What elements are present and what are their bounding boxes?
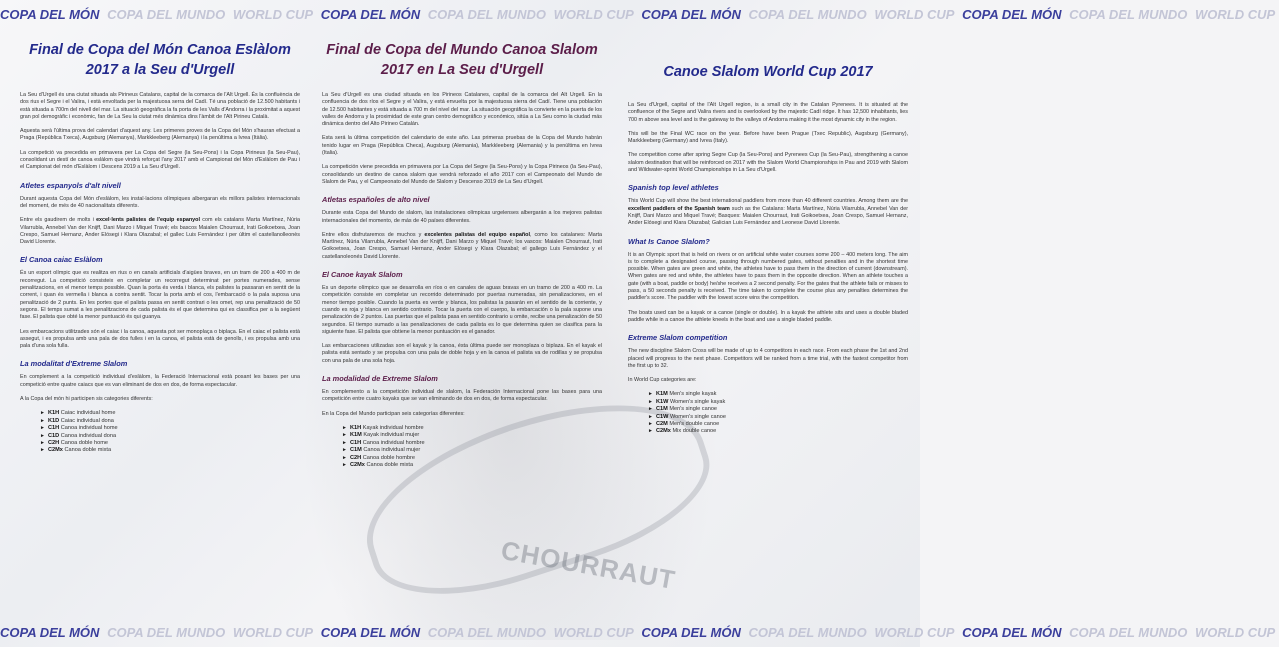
category-item	[40, 425, 300, 432]
category-code: C1M	[349, 447, 362, 454]
category-list	[342, 425, 602, 469]
category-code: K1H	[47, 410, 60, 417]
band-token: COPA DEL MÓN	[320, 625, 421, 640]
arrow-icon: ►	[648, 406, 653, 413]
band-token: WORLD CUP	[232, 625, 314, 640]
paragraph: Aquesta serà l'última prova del calendari d'aquest any. Les primeres proves de la Copa del Món s'hauran efectuat a Praga (República Txeca), Augsburg (Alemanya), Markkleeberg (Alemanya) i la penúltima a Ivrea (Itàlia).	[20, 128, 300, 142]
paragraph: The new discipline Slalom Cross will be made of up to 4 competitors in each race. From each phase the 1st and 2nd placed will progress to the next phase. Competitors will be ranked from a time trial, with the fastest competitor from the first up to 32.	[628, 348, 908, 369]
paragraph: En complement a la competició individual d'eslàlom, la Federació Internacional està posant les bases per una competició entre quatre caiacs que es van eliminant de dos en dos, de forma espectacular.	[20, 374, 300, 388]
category-code: C1D	[47, 432, 60, 439]
category-item	[342, 440, 602, 447]
category-item	[342, 447, 602, 454]
column-english	[628, 40, 908, 436]
arrow-icon: ►	[342, 447, 347, 454]
category-label: Canoa doble home	[60, 439, 108, 446]
paragraph: En la Copa del Mundo participan seis categorías diferentes:	[322, 410, 465, 417]
category-item	[648, 391, 908, 398]
bottom-title-band	[0, 622, 1276, 644]
band-token: COPA DEL MÓN	[0, 625, 100, 640]
background-bib-text: CHOURRAUT	[498, 534, 678, 596]
text-run-bold: excel·lents palistes de l'equip espanyol	[96, 217, 200, 224]
arrow-icon: ►	[40, 417, 45, 424]
paragraph: The competition come after spring Segre Cup (la Seu-Pons) and Pyrenees Cup (la Seu-Pau), strengthening a canoe slalom destination that will be reinforced on 2017 with the Slalom World Championships in Pau and 2019 with Slalom and Wildwater-sprint World Championships in La Seu d'Urgell.	[628, 152, 908, 174]
category-code: C1H	[47, 425, 60, 432]
paragraph	[322, 232, 602, 261]
title-line: 2017 a la Seu d'Urgell	[85, 62, 235, 78]
title-spanish	[322, 40, 602, 80]
category-code: C1W	[655, 413, 669, 420]
category-label: Women's single kayak	[669, 398, 726, 405]
band-token: COPA DEL MÓN	[641, 7, 741, 22]
section-heading: Extreme Slalom competition	[628, 333, 728, 343]
text-run: This World Cup will show the best international paddlers from more than 40 different countries. Among them are the	[628, 198, 908, 205]
arrow-icon: ►	[342, 461, 347, 468]
category-code: K1M	[349, 432, 362, 439]
band-token: COPA DEL MÓN	[962, 7, 1062, 22]
section-heading: El Canoe kayak Slalom	[322, 270, 403, 280]
arrow-icon: ►	[40, 439, 45, 446]
band-token: COPA DEL MUNDO	[1069, 7, 1188, 22]
band-token: WORLD CUP	[553, 7, 634, 22]
band-token: WORLD CUP	[874, 625, 955, 640]
paragraph: This will be the Final WC race on the year. Before have been Prague (Txec Republic), Augsburg (Germany), Markkleeberg (Germany) and Ivrea (Italy).	[628, 130, 908, 145]
section-heading: El Canoa caiac Eslàlom	[20, 255, 103, 265]
top-title-band	[0, 4, 1276, 26]
band-token: COPA DEL MUNDO	[427, 7, 546, 22]
paragraph: In World Cup categories are:	[628, 377, 697, 384]
category-code: C2H	[47, 439, 60, 446]
category-label: Men's double canoe	[669, 421, 720, 428]
category-item	[648, 399, 908, 406]
category-code: C1H	[349, 439, 362, 446]
category-code: C2Mx	[655, 428, 671, 435]
band-token: COPA DEL MUNDO	[748, 7, 867, 22]
category-code: K1D	[47, 417, 60, 424]
text-run-bold: excelentes palistas del equipo español	[424, 231, 530, 238]
category-item	[342, 432, 602, 439]
arrow-icon: ►	[648, 421, 653, 428]
title-english: Canoe Slalom World Cup 2017	[663, 64, 873, 80]
paragraph: Las embarcaciones utilizadas son el kayak y la canoa, ésta última puede ser monoplaza o biplaza. En el kayak el palista está sentado y se propulsa con una pala de doble hoja y en la canoa el palista va de rodillas y se propulsa con una pala de una sola hoja.	[322, 343, 602, 364]
category-label: Canoa individual home	[60, 425, 118, 432]
text-run: Entre els gaudirem de molts i	[20, 217, 97, 224]
section-heading: Atletas españoles de alto nivel	[322, 195, 430, 205]
title-line: Final de Copa del Món Canoa Eslàlom	[29, 42, 291, 58]
category-label: Canoa individual hombre	[362, 439, 425, 446]
paragraph: Durante esta Copa del Mundo de slalom, las instalaciones olímpicas urgelenses albergarán a los mejores palistas internacionales del momento, de más de 40 países diferentes.	[322, 210, 602, 224]
category-label: Kayak individual mujer	[363, 432, 420, 439]
text-run: , como los catalanes: Marta Martínez, Núria Vilarrubla, Annebel Van der Knijff, Dani Marzo y Miquel Travé; los vascos: Maialen Chourraut, Irati Goikoetxea, Joan Crespo, Samuel Hernanz, Ander Elósegi y Klara Olazabal; el gallego Luis Fernández y el castellanoleonés David Llorente.	[322, 231, 602, 260]
category-item	[40, 418, 300, 425]
paragraph: It is an Olympic sport that is held on rivers or on artificial white water courses some 200 – 400 meters long. The aim is to complete a designated course, passing through numbered gates, without penalties and in the shortest time possible. When gates are green and white, the athletes have to pass them in the direction of current (downstream). When gates are red and white, the athletes have to pass them in the opposite direction. When an athlete touches a gate (with a boat, paddle or body) he/she receives a 2 second penalty. For the gates that the athlete fails or misses to pass, a 50 seconds penalty is received. The time taken to complete the course plus any penalties determines the paddler's score. The paddler with the lowest score wins the competition.	[628, 251, 908, 302]
column-catalan	[20, 40, 300, 455]
paragraph: Durant aquesta Copa del Món d'eslàlom, les instal·lacions olímpiques albergaran els millors palistes internacionals del moment, de més de 40 nacionalitats diferents.	[20, 195, 300, 209]
paragraph	[20, 217, 300, 246]
arrow-icon: ►	[342, 454, 347, 461]
section-heading: La modalitat d'Extreme Slalom	[20, 359, 128, 369]
category-item	[342, 455, 602, 462]
band-token: COPA DEL MÓN	[641, 625, 741, 640]
category-label: Caiac individual home	[60, 410, 116, 417]
section-heading: Atletes espanyols d'alt nivell	[20, 180, 121, 190]
arrow-icon: ►	[342, 439, 347, 446]
category-code: C2H	[349, 454, 362, 461]
text-run: Entre ellos disfrutaremos de muchos y	[322, 231, 425, 238]
category-code: C2Mx	[349, 461, 365, 468]
category-item	[648, 428, 908, 435]
paragraph: En complemento a la competición individual de slalom, la Federación Internacional pone las bases para una competición entre cuatro kayaks que se van eliminando de dos en dos, de forma espectacular.	[322, 389, 602, 403]
arrow-icon: ►	[648, 391, 653, 398]
category-code: K1W	[655, 398, 669, 405]
text-run: such as the Catalans: Marta Martínez, Núria Vilarrubla, Annebel Van der Knijff, Dani Marzo and Miquel Travé; Basques: Maialen Chourraut, Irati Goikoetxea, Joan Crespo, Samuel Hernanz, Ander Elósegi and Klara Olazabal; Galician Luis Fernández and Leonese David Llorente.	[628, 205, 908, 227]
paragraph: La Seu d'Urgell, capital of the l'Alt Urgell region, is a small city in the Catalan Pyrenees. It is situated at the confluence of the Segre and Valira rivers and is overlooked by the majestic Cadí ridge. It has 12,500 inhabitants, lies 700 m above sea level and is the gateway to the valleys of Andorra making it the most dynamic city in the region.	[628, 102, 908, 123]
category-item	[342, 462, 602, 469]
band-token: COPA DEL MÓN	[320, 7, 421, 22]
band-token: COPA DEL MÓN	[0, 7, 100, 22]
category-label: Women's single canoe	[669, 413, 726, 420]
category-item	[40, 433, 300, 440]
category-item	[40, 440, 300, 447]
category-label: Kayak individual hombre	[362, 424, 424, 431]
paragraph: És un esport olímpic que es realitza en rius o en canals artificials d'aigües braves, en un tram de 200 a 400 m de recorregut. La competició consisteix en completar un recorregut determinat per portes numerades, sense penalitzacions, en el menor temps possible. Quan la porta és verda i blanca, els palistes la passaran en sentit de la corrent, i quan és vermella i blanca a contra sentit. Tocar la porta amb el cos, l'embarcació o la pala suposa una penalització de 2 punts. En les portes que el palista passa en sentit contrari o les omet, rep una penalització de 50 segons. El temps sumat a les penalitzacions de cada palista és el que determina qui es classifica per a la següent fase. El palista que obté la menor puntuació és qui guanya.	[20, 270, 300, 321]
category-code: C1M	[655, 406, 668, 413]
paragraph: La competició va precedida en primavera per La Copa del Segre (la Seu-Pons) i la Copa Pirineus (la Seu-Pau), consolidant un destí de canoa eslàlom que vindrà reforçat l'any 2017 amb el Campionat del Món d'Eslàlom de Pau i el Campionat del món d'Eslàlom i Descens 2019 a La Seu d'Urgell.	[20, 149, 300, 171]
category-label: Canoa individual mujer	[363, 447, 421, 454]
category-list	[648, 391, 908, 435]
paragraph	[628, 198, 908, 227]
arrow-icon: ►	[648, 398, 653, 405]
arrow-icon: ►	[648, 428, 653, 435]
band-token: COPA DEL MUNDO	[427, 625, 546, 640]
band-token: COPA DEL MÓN	[962, 625, 1062, 640]
category-item	[648, 421, 908, 428]
category-label: Men's single canoe	[669, 406, 718, 413]
category-code: K1H	[349, 424, 362, 431]
section-heading: La modalidad de Extreme Slalom	[322, 374, 438, 384]
band-token: WORLD CUP	[874, 7, 955, 22]
category-label: Canoa doble mixta	[64, 447, 112, 454]
paragraph: Les embarcacions utilitzades són el caiac i la canoa, aquesta pot ser monoplaça o biplaça. En el caiac el palista està assegut, i es propulsa amb una pala de dos fulles i en la canoa, el palista està de genolls, i es propulsa amb una pala d'una sola fulla.	[20, 328, 300, 350]
category-item	[648, 406, 908, 413]
section-heading: Spanish top level athletes	[628, 183, 719, 193]
title-catalan	[20, 40, 300, 80]
arrow-icon: ►	[342, 432, 347, 439]
text-run: com els catalans Marta Martínez, Núria Vilarrubla, Annebel Van der Knijff, Dani Marzo i Miquel Travé; els bascos Maialen Chourraut, Irati Goikoetxea, Joan Crespo, Samuel Hernanz, Ander Elósegi i Klara Olazabal; el gallec Luis Fernández i per últim el castellanolleonès David Llorente.	[20, 217, 300, 246]
category-label: Mix double canoe	[672, 428, 717, 435]
band-token: COPA DEL MUNDO	[107, 625, 226, 640]
band-token: COPA DEL MUNDO	[748, 625, 867, 640]
category-label: Canoa doble hombre	[362, 454, 415, 461]
arrow-icon: ►	[648, 413, 653, 420]
category-code: C2Mx	[47, 447, 63, 454]
band-token: WORLD CUP	[1195, 7, 1276, 22]
category-code: C2M	[655, 421, 668, 428]
category-item	[40, 410, 300, 417]
category-list	[40, 410, 300, 454]
category-label: Caiac individual dona	[60, 417, 114, 424]
title-line: Final de Copa del Mundo Canoa Slalom	[326, 42, 598, 58]
band-token: COPA DEL MUNDO	[1069, 625, 1188, 640]
category-item	[40, 447, 300, 454]
paragraph: Es un deporte olímpico que se desarrolla en ríos o en canales de aguas bravas en un tramo de 200 a 400 m. La competición consiste en completar un recorrido determinado por puertas numeradas, sin penalizaciones, en el menor tiempo posible. Cuando la puerta es verde y blanca, los palistas la pasarán en el sentido de la corriente, y cuando es roja y blanca en sentido contrario. Tocar la puerta con el cuerpo, la embarcación o la pala supone una penalización de 2 puntos. Las puertas que el palista pasa en sentido contrario u omite, recibe una penalización de 50 segundos. El tiempo sumado a las penalizaciones de cada palista es lo que determina quien se clasifica para la siguiente fase. El palista que obtiene la menor puntuación es el ganador.	[322, 285, 602, 335]
band-token: WORLD CUP	[553, 625, 634, 640]
arrow-icon: ►	[40, 425, 45, 432]
category-item	[342, 425, 602, 432]
category-label: Canoa doble mixta	[366, 461, 414, 468]
paragraph: The boats used can be a kayak or a canoe (single or double). In a kayak the athlete sits and uses a double bladed paddle while in a canoe the athlete kneels in the boat and use a single bladed paddle.	[628, 309, 908, 323]
paragraph: La Seu d'Urgell és una ciutat situada als Pirineus Catalans, capital de la comarca de l'Alt Urgell. És la confluència de dos rius el Segre i el Valira, i està envoltada per la majestuosa serra del Cadí. Té una població de 12.500 habitants i està situada a 700m del nivell del mar. La situació geogràfica la fa porta de les Valls d'Andorra i la proximitat a aquest gran pol demogràfic i econòmic, fan de La Seu la ciutat més dinàmica dins l'àmbit de l'Alt Pirineu Català.	[20, 92, 300, 120]
section-heading: What Is Canoe Slalom?	[628, 236, 710, 246]
category-item	[648, 414, 908, 421]
category-label: Men's single kayak	[669, 391, 717, 398]
paragraph: A la Copa del món hi participen sis categories diferents:	[20, 396, 153, 403]
band-token: WORLD CUP	[232, 7, 314, 22]
arrow-icon: ►	[342, 424, 347, 431]
band-token: WORLD CUP	[1195, 625, 1276, 640]
paragraph: La competición viene precedida en primavera por La Copa del Segre (la Seu-Pons) y la Copa Pirineos (la Seu-Pau), consolidando un destino de canoa slalom que vendrá reforzado el año 2017 con el Campeonato del Mundo de Slalom de Pau, y el Campeonato del Mundo de Slalom y Descenso 2019 de La Seu d'Urgell.	[322, 164, 602, 185]
column-spanish	[322, 40, 602, 469]
arrow-icon: ►	[40, 432, 45, 439]
paragraph: Esta será la última competición del calendario de este año. Las primeras pruebas de la Copa del Mundo habrán tenido lugar en Praga (República Checa), Augsburg (Alemania), Markkleeberg (Alemania) y la penúltima en Ivrea (Italia).	[322, 135, 602, 157]
arrow-icon: ►	[40, 447, 45, 454]
text-run-bold: excellent paddlers of the Spanish team	[628, 205, 730, 212]
paragraph: La Seu d'Urgell es una ciudad situada en los Pirineos Catalanes, capital de la comarca del Alt Urgell. En la confluencia de dos ríos el Segre y el Valira, y está envuelta por la majestuosa sierra del Cadí. Tiene una población de 12.500 habitantes y está situada a 700 m del nivel del mar. La situación geográfica la convierte en la puerta de los valles de Andorra y la proximidad de este gran centro demográfico y económico, sitúa a La Seu como la ciudad más dinámica dentro del Alto Pirineo Catalán.	[322, 92, 602, 128]
category-code: K1M	[655, 391, 668, 398]
arrow-icon: ►	[40, 410, 45, 417]
category-label: Canoa individual dona	[60, 432, 117, 439]
title-line: 2017 en La Seu d'Urgell	[380, 62, 544, 78]
band-token: COPA DEL MUNDO	[107, 7, 226, 22]
